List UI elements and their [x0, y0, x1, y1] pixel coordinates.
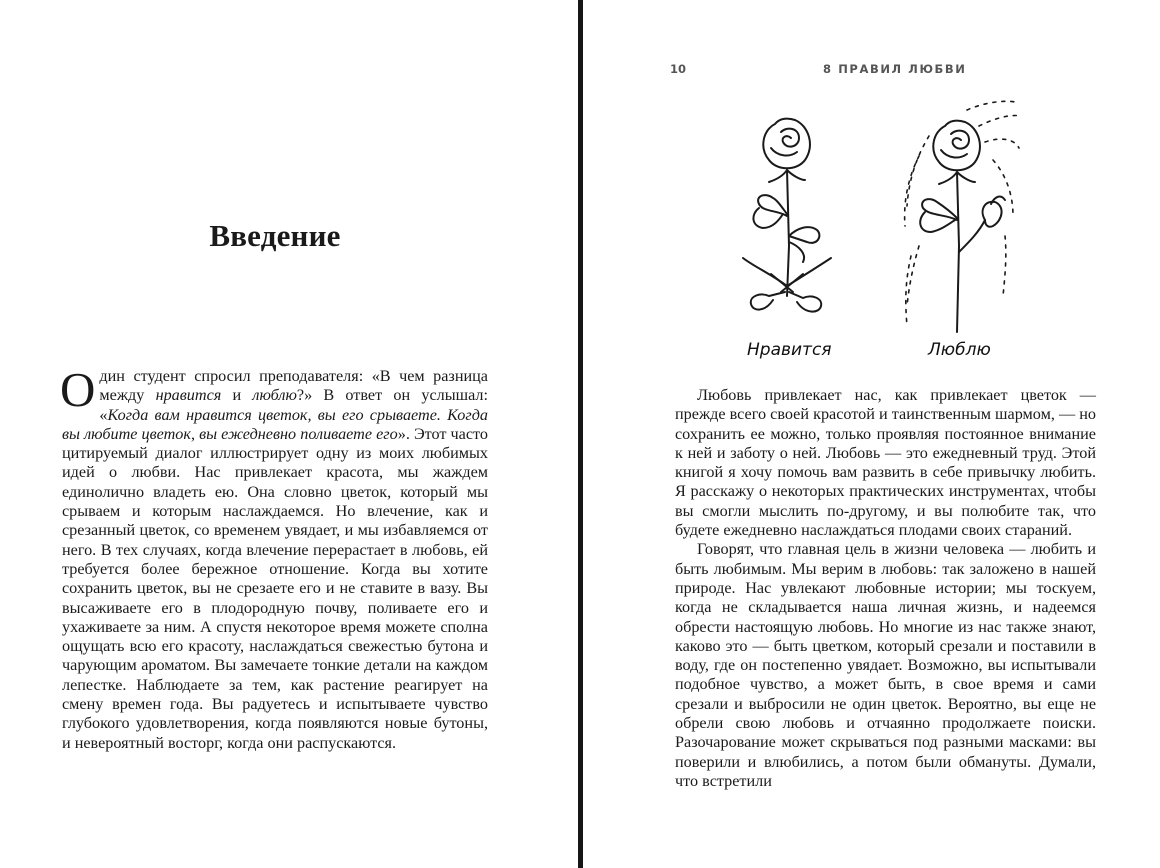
right-page-body — [675, 386, 1096, 791]
text-segment: дин студент спросил преподавателя: «В чем разница между — [99, 367, 488, 405]
running-head-title: 8 ПРАВИЛ ЛЮБВИ — [823, 62, 967, 76]
cut-rose-icon — [743, 119, 831, 312]
text-segment-italic: нравится — [155, 386, 222, 405]
text-segment: ?» В ответ он услышал: « — [99, 386, 488, 424]
text-segment: и — [221, 386, 253, 405]
text-segment: ». Этот часто цитируемый диалог иллюстрирует одну из моих любимых идей о любви. Нас привлекает красота, мы жаждем единолично владеть ею. Она словно цветок, который мы срываем и которым наслаждаемся. Но влечение, как и срезанный цветок, со временем увядает, и мы избавляемся от него. В тех случаях, когда влечение перерастает в любовь, ей требуется более бережное отношение. Когда вы хотите сохранить цветок, вы не срезаете его и не ставите в вазу. Вы высаживаете его в плодородную почву, поливаете его и ухаживаете за ним. А спустя некоторое время можете сполна ощущать всю его красоту, наслаждаться свежестью бутона и чарующим ароматом. Вы замечаете тонкие детали на каждом лепестке. Наблюдаете за тем, как растение реагирует на смену времен года. Вы радуетесь и испытываете чувство глубокого удовлетворения, когда появляются новые бутоны, и невероятный восторг, когда они распускаются. — [62, 424, 488, 752]
label-like: Нравится — [747, 340, 832, 360]
chapter-title: Введение — [209, 218, 341, 253]
intro-paragraph — [60, 362, 488, 753]
paragraph: Говорят, что главная цель в жизни человека — любить и быть любимым. Мы верим в любовь: так заложено в нашей природе. Нас увлекают любовные истории; мы тоскуем, когда не складывается наша личная жизнь, и надеемся обрести настоящую любовь. Но многие из нас также знают, каково это — быть цветком, который срезали и поставили в воду, где он постепенно увядает. Возможно, вы испытывали подобное чувство, а может быть, в свое время и сами срезали и выбросили не один цветок. Вероятно, вы еще не обрели свою любовь и отчаянно продолжаете поиски. Разочарование может скрываться под разными масками: вы поверили и влюбились, а потом были обмануты. Думали, что встретили — [675, 540, 1096, 790]
watered-rose-icon — [905, 101, 1021, 332]
page-number: 10 — [670, 62, 687, 76]
label-love: Люблю — [928, 340, 991, 360]
text-segment-italic: люблю — [252, 386, 297, 405]
left-page — [0, 0, 578, 868]
right-page — [583, 0, 1160, 868]
drop-cap: О — [60, 362, 96, 417]
paragraph: Любовь привлекает нас, как привлекает цветок — прежде всего своей красотой и таинственным шармом, — но сохранить ее можно, только проявляя постоянное внимание к ней и заботу о ней. Любовь — это ежедневный труд. Этой книгой я хочу помочь вам развить в себе привычку любить. Я расскажу о некоторых практических инструментах, чтобы вы смогли мыслить по-другому, и вы полюбите так, что будете ежедневно наслаждаться плодами своих стараний. — [675, 386, 1096, 540]
text-segment-italic: Когда вам нравится цветок, вы его срываете. Когда вы любите цветок, вы ежедневно поливаете его — [62, 405, 488, 443]
roses-illustration — [723, 96, 1053, 366]
